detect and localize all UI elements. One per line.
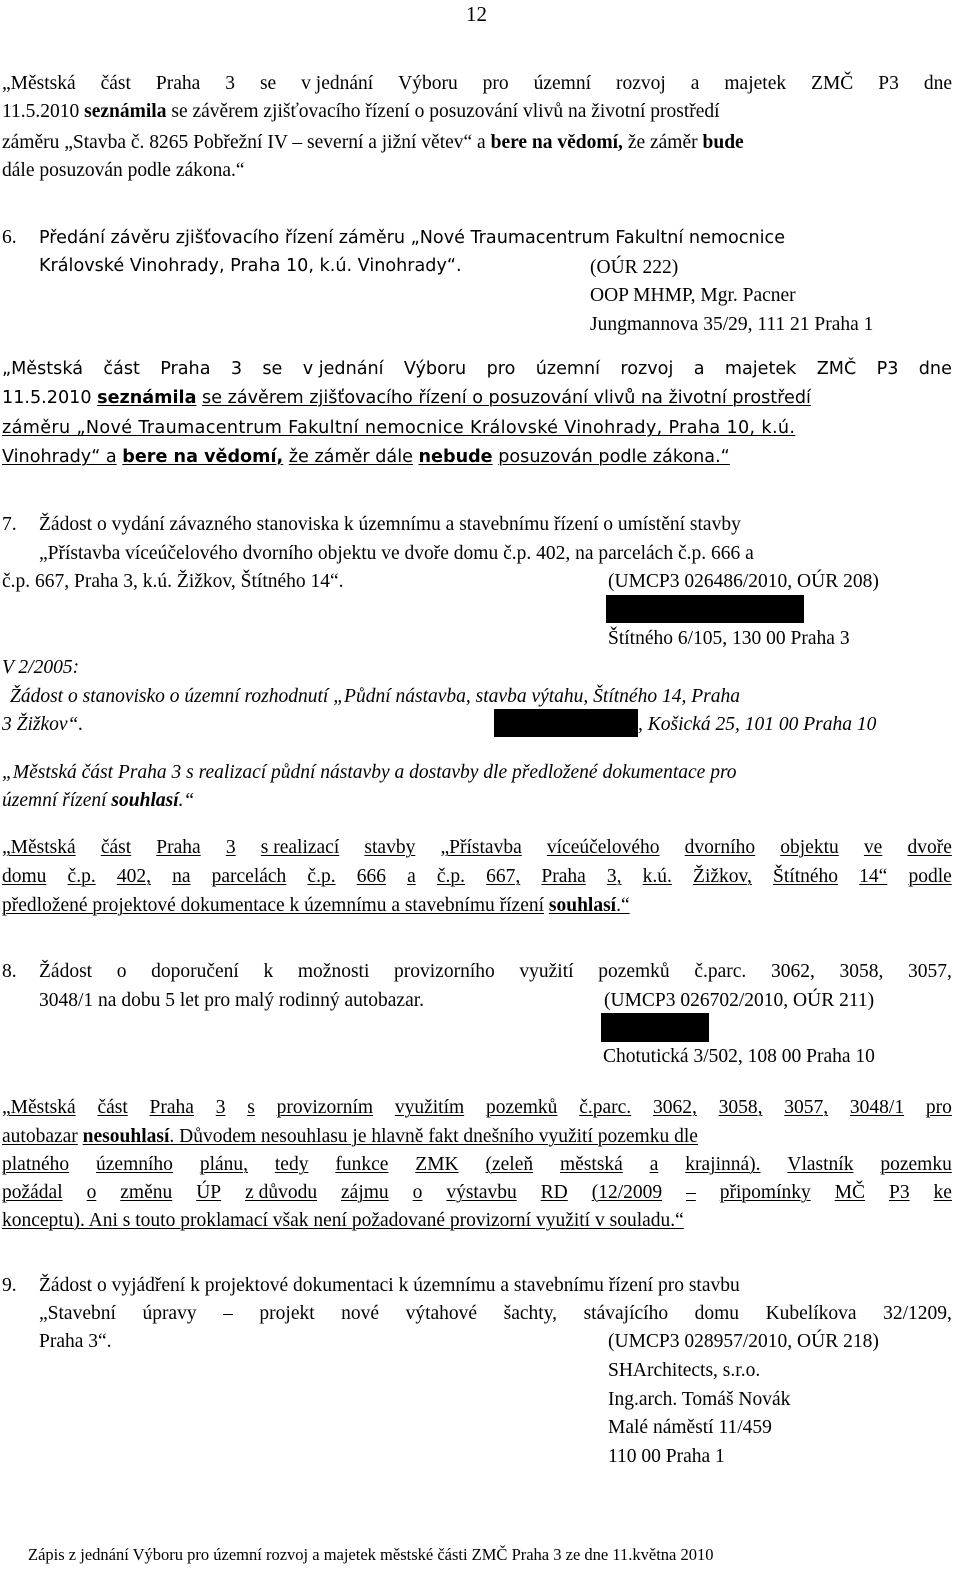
word: P3 <box>876 359 899 379</box>
word: projekt <box>259 1303 315 1324</box>
resolution-line <box>2 355 952 383</box>
applicant-address: 110 00 Praha 1 <box>608 1446 725 1467</box>
word: připomínky <box>719 1182 811 1203</box>
item-title <box>39 958 952 986</box>
item-title: Praha 3“. <box>39 1331 112 1352</box>
page-footer: Zápis z jednání Výboru pro územní rozvoj a majetek městské části ZMČ Praha 3 ze dne 11.května 2010 <box>28 1545 714 1564</box>
word: RD <box>540 1182 568 1203</box>
word: „Městská <box>2 1097 76 1118</box>
word: Štítného <box>773 866 839 887</box>
word: rozvoj <box>620 359 674 379</box>
word: změnu <box>120 1182 173 1203</box>
resolution-line: konceptu). Ani s touto proklamací však není požadované provizorní využití v souladu.“ <box>2 1210 684 1231</box>
resolution-line <box>2 1151 952 1179</box>
word: nové <box>341 1303 380 1324</box>
word: část <box>100 837 132 858</box>
word: stávajícího <box>583 1303 669 1324</box>
word: a <box>690 73 700 94</box>
word: – <box>223 1303 233 1324</box>
resolution-line <box>2 1179 952 1207</box>
word: (12/2009 <box>591 1182 663 1203</box>
word: 3048/1 <box>849 1097 905 1118</box>
applicant-name: SHArchitects, s.r.o. <box>608 1360 761 1381</box>
word: Praha <box>155 73 201 94</box>
word: Praha <box>156 837 201 858</box>
word: a <box>649 1154 659 1175</box>
word: 3, <box>606 866 622 887</box>
redaction-block <box>601 1013 709 1042</box>
word: ZMČ <box>811 73 854 94</box>
reference-number: (UMCP3 028957/2010, OÚR 218) <box>608 1331 879 1352</box>
word: 3062, <box>770 961 815 982</box>
word: výtahové <box>405 1303 478 1324</box>
item-title: Předání závěru zjišťovacího řízení záměru „Nové Traumacentrum Fakultní nemocnice <box>39 228 786 248</box>
word: víceúčelového <box>546 837 660 858</box>
redaction-block <box>606 595 804 623</box>
word: pro <box>482 73 509 94</box>
previous-resolution: územní řízení souhlasí.“ <box>2 790 195 811</box>
word: dvorního <box>684 837 756 858</box>
word: s <box>247 1097 255 1118</box>
word: 402, <box>116 866 151 887</box>
word: P3 <box>888 1182 910 1203</box>
word: – <box>686 1182 696 1203</box>
word: č.p. <box>307 866 336 887</box>
word: provizorním <box>276 1097 374 1118</box>
word: rozvoj <box>615 73 666 94</box>
resolution-line: dále posuzován podle zákona.“ <box>2 160 245 181</box>
word: o <box>116 961 127 982</box>
word: Praha <box>541 866 586 887</box>
word: funkce <box>335 1154 389 1175</box>
item-number: 6. <box>2 227 17 248</box>
item-title: Žádost o vydání závazného stanoviska k územnímu a stavebnímu řízení o umístění stavby <box>39 514 741 535</box>
word: na <box>172 866 191 887</box>
page-number: 12 <box>466 2 487 26</box>
word: Praha <box>149 1097 194 1118</box>
word: Žižkov, <box>693 866 752 887</box>
word: doporučení <box>151 961 239 982</box>
word: o <box>86 1182 97 1203</box>
resolution-line <box>2 863 952 891</box>
resolution-line: 11.5.2010 seznámila se závěrem zjišťovacího řízení o posuzování vlivů na životní prostředí <box>2 101 720 122</box>
item-title: Královské Vinohrady, Praha 10, k.ú. Vinohrady“. <box>39 256 462 276</box>
word: domu <box>694 1303 740 1324</box>
word: využitím <box>394 1097 465 1118</box>
word: MČ <box>834 1182 866 1203</box>
applicant-address: Jungmannova 35/29, 111 21 Praha 1 <box>590 314 874 335</box>
word: k.ú. <box>642 866 672 887</box>
word: o <box>412 1182 423 1203</box>
word: možnosti <box>297 961 370 982</box>
reference-number: (OÚR 222) <box>590 257 679 278</box>
word: 32/1209, <box>883 1303 952 1324</box>
word: a <box>693 359 705 379</box>
word: 666 <box>356 866 386 887</box>
applicant-address: Malé náměstí 11/459 <box>608 1417 772 1438</box>
word: 3057, <box>907 961 952 982</box>
word: územní <box>535 359 601 379</box>
resolution-line: 11.5.2010 seznámila se závěrem zjišťovacího řízení o posuzování vlivů na životní prostředí <box>2 388 811 408</box>
previous-case-address: , Košická 25, 101 00 Praha 10 <box>638 714 877 735</box>
word: zájmu <box>341 1182 389 1203</box>
word: Vlastník <box>787 1154 854 1175</box>
word: pro <box>925 1097 952 1118</box>
word: Výboru <box>398 73 458 94</box>
word: ve <box>863 837 883 858</box>
word: domu <box>2 866 47 887</box>
applicant-address: Chotutická 3/502, 108 00 Praha 10 <box>603 1046 875 1067</box>
word: k <box>263 961 274 982</box>
word: úpravy <box>142 1303 197 1324</box>
item-number: 9. <box>2 1275 17 1296</box>
word: v jednání <box>302 359 384 379</box>
word: (zeleň <box>485 1154 534 1175</box>
redaction-block <box>494 709 638 737</box>
word: podle <box>908 866 952 887</box>
word: 3062, <box>652 1097 697 1118</box>
previous-case-label: V 2/2005: <box>2 657 80 678</box>
applicant-address: Štítného 6/105, 130 00 Praha 3 <box>608 628 850 649</box>
item-title: „Přístavba víceúčelového dvorního objektu ve dvoře domu č.p. 402, na parcelách č.p. 666 a <box>39 543 754 564</box>
word: 3 <box>225 837 236 858</box>
word: ÚP <box>196 1182 222 1203</box>
word: P3 <box>878 73 899 94</box>
word: stavby <box>364 837 416 858</box>
word: část <box>100 73 131 94</box>
word: 3058, <box>839 961 884 982</box>
word: č.parc. <box>694 961 747 982</box>
word: plánu, <box>199 1154 249 1175</box>
word: šachty, <box>503 1303 558 1324</box>
reference-number: (UMCP3 026486/2010, OÚR 208) <box>608 571 879 592</box>
previous-case-text: 3 Žižkov“. <box>2 714 84 735</box>
word: městská <box>560 1154 623 1175</box>
word: Praha <box>160 359 211 379</box>
word: využití <box>519 961 574 982</box>
item-title: č.p. 667, Praha 3, k.ú. Žižkov, Štítného 14“. <box>2 571 344 592</box>
item-title <box>39 1300 952 1328</box>
item-number: 7. <box>2 514 17 535</box>
word: ZMČ <box>816 359 857 379</box>
word: dne <box>918 359 952 379</box>
word: Žádost <box>39 961 93 982</box>
resolution-line <box>2 834 952 862</box>
word: 3 <box>215 1097 226 1118</box>
resolution-line: předložené projektové dokumentace k územnímu a stavebnímu řízení souhlasí.“ <box>2 895 630 916</box>
word: 14“ <box>859 866 888 887</box>
word: se <box>262 359 283 379</box>
applicant-contact: Ing.arch. Tomáš Novák <box>608 1389 791 1410</box>
word: územní <box>533 73 592 94</box>
word: majetek <box>724 73 787 94</box>
word: dvoře <box>907 837 952 858</box>
word: parcelách <box>211 866 287 887</box>
word: územního <box>96 1154 173 1175</box>
word: v jednání <box>301 73 374 94</box>
resolution-line: záměru „Stavba č. 8265 Pobřežní IV – severní a jižní větev“ a bere na vědomí, že záměr bude <box>2 132 744 153</box>
word: Výboru <box>403 359 467 379</box>
word: dne <box>923 73 952 94</box>
word: ZMK <box>415 1154 459 1175</box>
word: pozemků <box>598 961 670 982</box>
item-number: 8. <box>2 961 17 982</box>
word: požádal <box>2 1182 63 1203</box>
word: „Městská <box>2 73 76 94</box>
word: č.parc. <box>579 1097 632 1118</box>
item-title: Žádost o vyjádření k projektové dokumentaci k územnímu a stavebnímu řízení pro stavbu <box>39 1275 740 1296</box>
word: 3058, <box>718 1097 763 1118</box>
word: pozemků <box>485 1097 558 1118</box>
word: č.p. <box>436 866 466 887</box>
resolution-line <box>2 1094 952 1122</box>
word: 667, <box>486 866 521 887</box>
word: s realizací <box>260 837 340 858</box>
reference-number: (UMCP3 026702/2010, OÚR 211) <box>604 990 875 1011</box>
word: krajinná). <box>685 1154 761 1175</box>
resolution-line: autobazar nesouhlasí. Důvodem nesouhlasu je hlavně fakt dnešního využití pozemku dle <box>2 1126 698 1147</box>
word: provizorního <box>394 961 495 982</box>
previous-resolution: „Městská část Praha 3 s realizací půdní nástavby a dostavby dle předložené dokumentace pro <box>2 762 737 783</box>
word: „Přístavba <box>440 837 522 858</box>
word: pro <box>486 359 516 379</box>
word: část <box>97 1097 128 1118</box>
word: platného <box>2 1154 70 1175</box>
word: z důvodu <box>245 1182 318 1203</box>
resolution-line <box>2 70 952 98</box>
word: 3 <box>225 73 235 94</box>
resolution-line: Vinohrady“ a bere na vědomí, že záměr dále nebude posuzován podle zákona.“ <box>2 447 730 467</box>
word: a <box>407 866 416 887</box>
previous-case-text: Žádost o stanovisko o územní rozhodnutí „Půdní nástavba, stavba výtahu, Štítného 14, Praha <box>10 686 740 707</box>
word: 3 <box>230 359 243 379</box>
word: „Městská <box>2 359 84 379</box>
word: se <box>259 73 277 94</box>
item-title: 3048/1 na dobu 5 let pro malý rodinný autobazar. <box>39 990 425 1011</box>
word: část <box>103 359 140 379</box>
resolution-line: záměru „Nové Traumacentrum Fakultní nemocnice Královské Vinohrady, Praha 10, k.ú. <box>2 418 796 438</box>
word: majetek <box>724 359 797 379</box>
word: objektu <box>780 837 839 858</box>
word: ke <box>933 1182 952 1203</box>
word: č.p. <box>67 866 96 887</box>
word: výstavbu <box>446 1182 517 1203</box>
word: „Městská <box>2 837 76 858</box>
word: tedy <box>274 1154 309 1175</box>
word: pozemku <box>880 1154 952 1175</box>
word: „Stavební <box>39 1303 116 1324</box>
word: 3057, <box>784 1097 829 1118</box>
applicant-name: OOP MHMP, Mgr. Pacner <box>590 285 796 306</box>
word: Kubelíkova <box>765 1303 857 1324</box>
